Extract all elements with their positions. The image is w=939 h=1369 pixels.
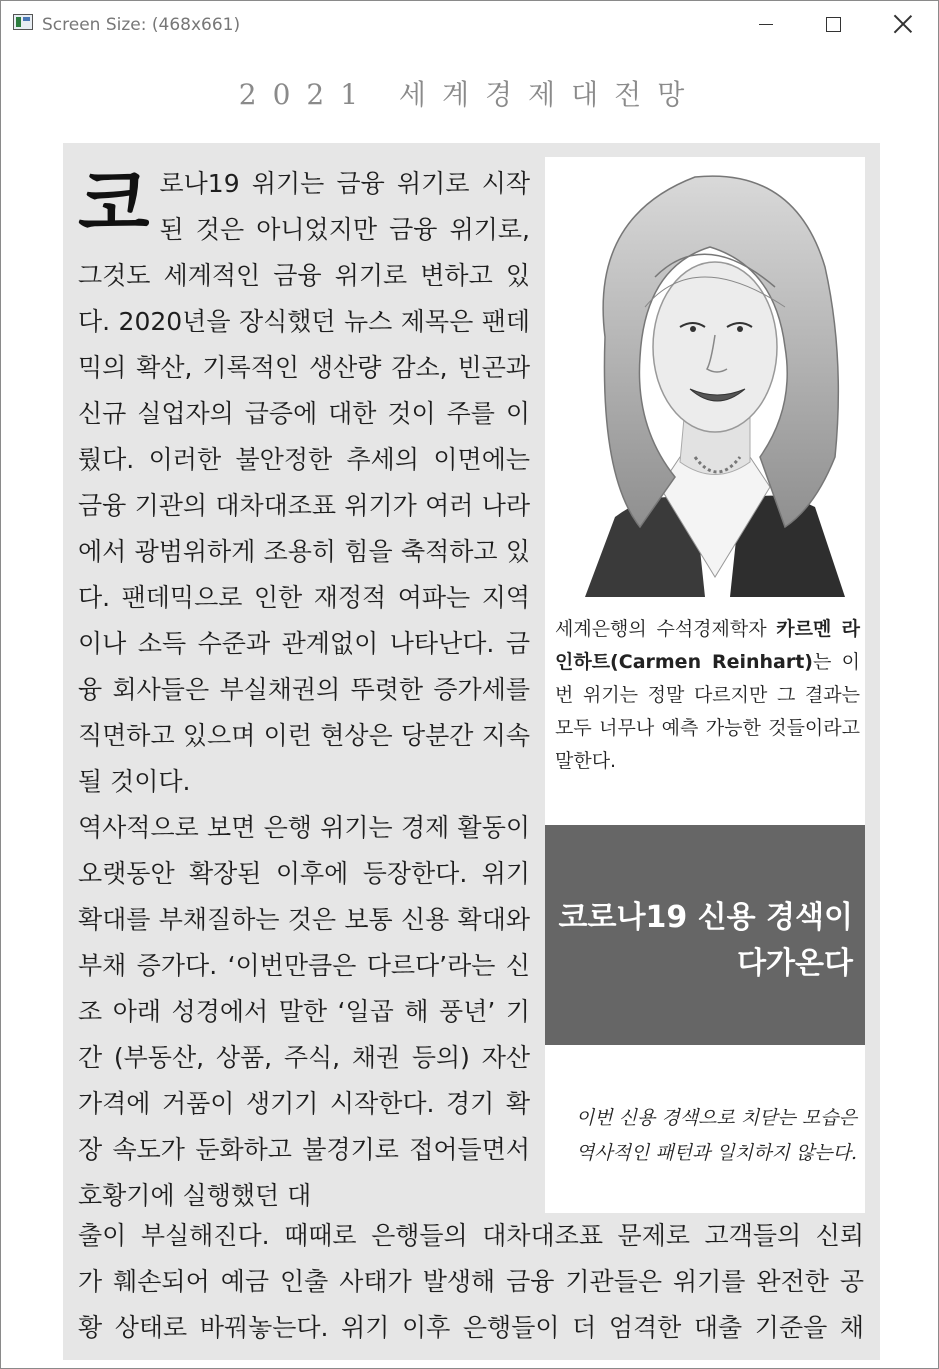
headline bbox=[555, 895, 853, 987]
maximize-icon bbox=[826, 17, 841, 32]
text-line-2: 가 훼손되어 예금 인출 사태가 발생해 금융 기관들은 위기를 완전한 공 bbox=[78, 1267, 864, 1296]
headline-line-1: 코로나19 신용 경색이 bbox=[558, 900, 853, 935]
pull-quote: 이번 신용 경색으로 치닫는 모습은 역사적인 패턴과 일치하지 않는다. bbox=[575, 1107, 857, 1164]
portrait-illustration bbox=[545, 157, 865, 597]
full-width-text bbox=[78, 1213, 864, 1351]
sidebar-panel bbox=[545, 157, 865, 1213]
article-column bbox=[78, 161, 530, 1219]
headline-box bbox=[545, 825, 865, 1045]
maximize-button[interactable] bbox=[799, 1, 869, 49]
text-line-1: 출이 부실해진다. 때때로 은행들의 대차대조표 문제로 고객들의 신뢰 bbox=[78, 1221, 864, 1250]
paragraph-1 bbox=[78, 161, 530, 805]
minimize-icon bbox=[759, 24, 773, 25]
paragraph-1-text: 로나19 위기는 금융 위기로 시작된 것은 아니었지만 금융 위기로, 그것도 세계적인 금융 위기로 변하고 있다. 2020년을 장식했던 뉴스 제목은 팬데믹의 확산, 기록적인 생산량 감소, 빈곤과 신규 실업자의 급증에 대한 것이 주를 이뤘다. 이러한 불안정한 추세의 이면에는 금융 기관의 대차대조표 위기가 여러 나라에서 광범위하게 조용히 힘을 축적하고 있다. 팬데믹으로 인한 재정적 여파는 지역이나 소득 수준과 관계없이 나타난다. 금융 회사들은 부실채권의 뚜렷한 증가세를 직면하고 있으며 이런 현상은 당분간 지속될 것이다. bbox=[78, 169, 530, 796]
paragraph-2: 역사적으로 보면 은행 위기는 경제 활동이 오랫동안 확장된 이후에 등장한다. 위기 확대를 부채질하는 것은 보통 신용 확대와 부채 증가다. ‘이번만큼은 다르다’라는 신조 아래 성경에서 말한 ‘일곱 해 풍년’ 기간 (부동산, 상품, 주식, 채권 등의) 자산 가격에 거품이 생기기 시작한다. 경기 확장 속도가 둔화하고 불경기로 접어들면서 호황기에 실행했던 대 bbox=[78, 813, 530, 1210]
app-icon bbox=[13, 14, 33, 30]
photo-caption bbox=[555, 613, 860, 778]
caption-suffix: 는 이번 위기는 정말 다르지만 그 결과는 모두 너무나 예측 가능한 것들이라고 말한다. bbox=[555, 651, 860, 772]
window-title: Screen Size: (468x661) bbox=[42, 15, 241, 35]
headline-line-2: 다가온다 bbox=[737, 946, 853, 981]
close-button[interactable] bbox=[868, 1, 938, 49]
minimize-button[interactable] bbox=[731, 1, 801, 49]
title-bar[interactable] bbox=[1, 1, 938, 49]
caption-prefix: 세계은행의 수석경제학자 bbox=[555, 618, 777, 640]
magazine-page bbox=[63, 143, 880, 1360]
close-icon bbox=[893, 14, 913, 34]
drop-cap: 코 bbox=[78, 161, 150, 247]
page-header: 2021 세계경제대전망 bbox=[238, 78, 701, 111]
caption-name: 카르멘 라인하트(Carmen Reinhart) bbox=[555, 618, 860, 673]
text-line-3: 황 상태로 바꿔놓는다. 위기 이후 은행들이 더 엄격한 대출 기준을 채 bbox=[78, 1313, 864, 1342]
